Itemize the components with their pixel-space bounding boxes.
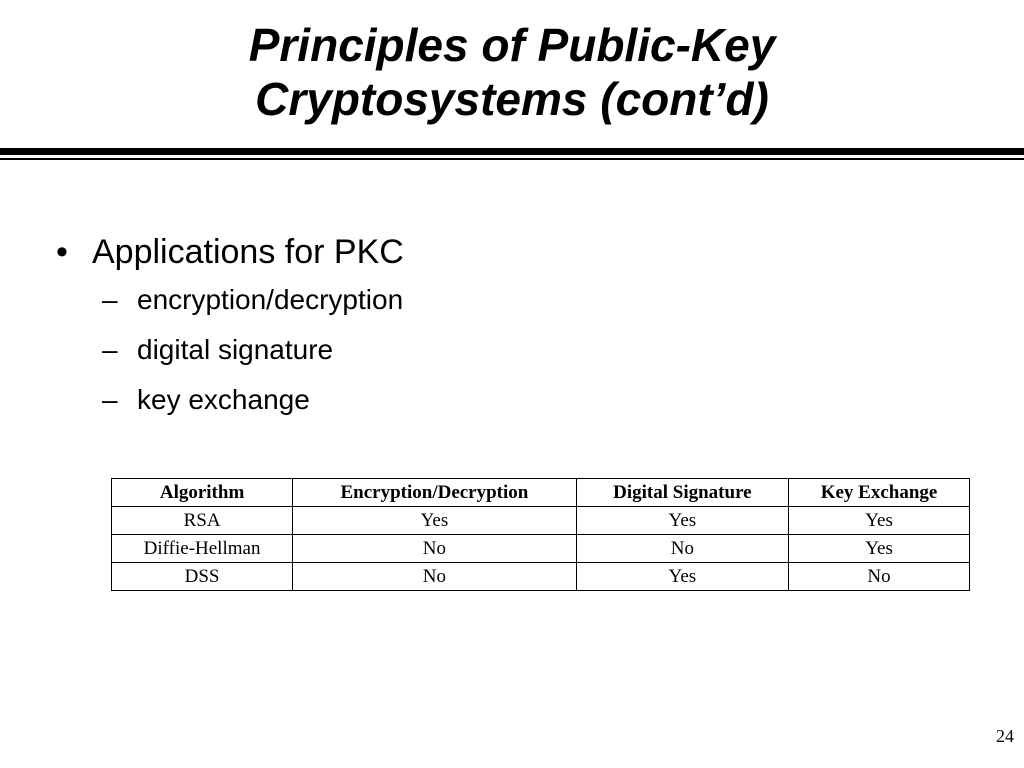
pkc-applications-table: [111, 478, 970, 591]
sub-bullet-marker: –: [102, 334, 118, 365]
bullet-list: [56, 230, 956, 432]
sub-bullet-text: digital signature: [137, 334, 334, 365]
title-divider-thick: [0, 148, 1024, 155]
table-cell: No: [293, 563, 577, 591]
table-row: [112, 507, 970, 535]
title-line-2: Cryptosystems (cont’d): [255, 73, 769, 125]
table-row: [112, 535, 970, 563]
sub-bullet-item: [56, 282, 956, 318]
sub-bullet-list: [56, 282, 956, 418]
page-number: 24: [996, 726, 1014, 746]
table-header-row: [112, 479, 970, 507]
table-cell: No: [789, 563, 970, 591]
table-cell: Yes: [576, 563, 788, 591]
title-divider-thin: [0, 158, 1024, 160]
header-cell: Encryption/Decryption: [293, 479, 577, 507]
table-row: [112, 563, 970, 591]
table-cell: Diffie-Hellman: [112, 535, 293, 563]
sub-bullet-marker: –: [102, 384, 118, 415]
table-cell: No: [293, 535, 577, 563]
table-cell: Yes: [789, 535, 970, 563]
table-cell: No: [576, 535, 788, 563]
table-cell: Yes: [293, 507, 577, 535]
header-cell: Key Exchange: [789, 479, 970, 507]
slide-title: [0, 18, 1024, 126]
sub-bullet-item: [56, 332, 956, 368]
sub-bullet-text: encryption/decryption: [137, 284, 404, 315]
sub-bullet-item: [56, 382, 956, 418]
table-cell: Yes: [576, 507, 788, 535]
header-cell: Algorithm: [112, 479, 293, 507]
bullet-text: Applications for PKC: [92, 233, 404, 271]
header-cell: Digital Signature: [576, 479, 788, 507]
table-cell: RSA: [112, 507, 293, 535]
sub-bullet-marker: –: [102, 284, 118, 315]
bullet-marker: •: [56, 233, 68, 271]
table-cell: DSS: [112, 563, 293, 591]
sub-bullet-text: key exchange: [137, 384, 310, 415]
table-cell: Yes: [789, 507, 970, 535]
title-line-1: Principles of Public-Key: [248, 19, 776, 71]
bullet-item: [56, 230, 956, 274]
